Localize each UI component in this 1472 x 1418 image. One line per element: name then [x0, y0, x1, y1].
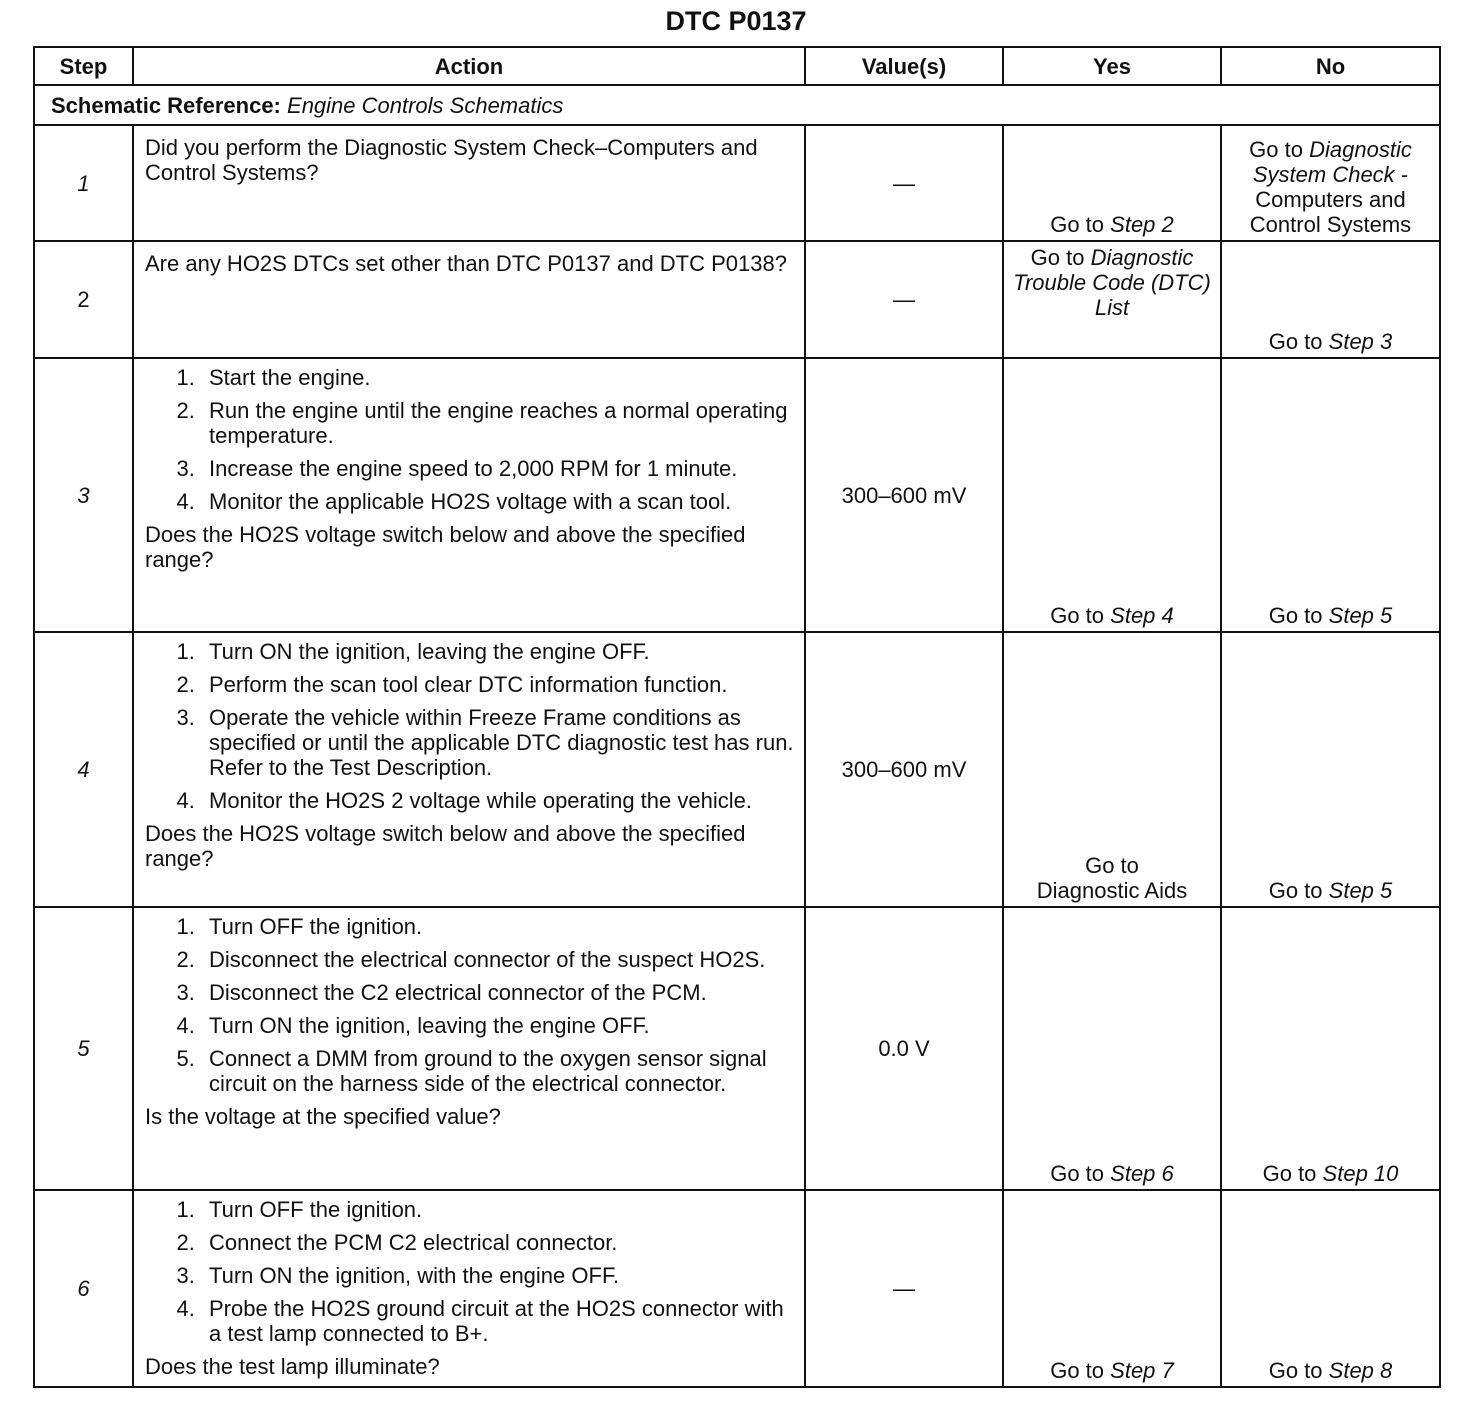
header-row	[34, 47, 1440, 85]
no-cell	[1221, 125, 1440, 241]
action-cell	[133, 358, 805, 632]
go-to-text: Go to	[1268, 1358, 1323, 1383]
go-to-text: Go to	[1030, 245, 1085, 270]
action-question: Did you perform the Diagnostic System Check–Computers and Control Systems?	[145, 135, 758, 185]
procedure-item: 1. Turn OFF the ignition.	[201, 1197, 794, 1222]
no-cell	[1221, 358, 1440, 632]
action-question: Does the HO2S voltage switch below and above the specified range?	[145, 522, 746, 572]
step-number: 1	[34, 125, 133, 241]
action-cell	[133, 125, 805, 241]
col-header-yes: Yes	[1003, 47, 1221, 85]
step-number: 3	[34, 358, 133, 632]
schematic-link[interactable]: Engine Controls Schematics	[287, 92, 564, 118]
value-cell: —	[805, 1190, 1003, 1387]
step-link[interactable]: Step 7	[1110, 1358, 1174, 1383]
procedure-item: 2. Perform the scan tool clear DTC information function.	[201, 672, 794, 697]
value-cell: —	[805, 125, 1003, 241]
yes-cell	[1003, 1190, 1221, 1387]
yes-cell	[1003, 907, 1221, 1190]
yes-cell	[1003, 241, 1221, 358]
procedure-item: 2. Connect the PCM C2 electrical connector.	[201, 1230, 794, 1255]
yes-cell	[1003, 125, 1221, 241]
procedure-item: 4. Turn ON the ignition, leaving the engine OFF.	[201, 1013, 794, 1038]
step-link[interactable]: Step 4	[1110, 603, 1174, 628]
procedure-list	[145, 914, 794, 1096]
go-to-text: Go to	[1050, 212, 1105, 237]
step-link[interactable]: Step 10	[1322, 1161, 1399, 1186]
go-to-text: Go to	[1050, 1358, 1105, 1383]
step-link[interactable]: Step 8	[1328, 1358, 1393, 1383]
table-row	[34, 125, 1440, 241]
no-cell	[1221, 907, 1440, 1190]
procedure-item: 1. Turn OFF the ignition.	[201, 914, 794, 939]
go-to-text: Go to	[1085, 853, 1139, 878]
schematic-reference	[34, 85, 1440, 125]
value-cell: 300–600 mV	[805, 358, 1003, 632]
no-cell	[1221, 632, 1440, 907]
procedure-item: 4. Monitor the HO2S 2 voltage while operating the vehicle.	[201, 788, 794, 813]
no-cell	[1221, 1190, 1440, 1387]
action-question: Does the test lamp illuminate?	[145, 1354, 440, 1379]
procedure-item: 5. Connect a DMM from ground to the oxygen sensor signal circuit on the harness side of the electrical connector.	[201, 1046, 794, 1096]
step-link[interactable]: Step 5	[1328, 878, 1393, 903]
value-cell: 300–600 mV	[805, 632, 1003, 907]
action-question: Does the HO2S voltage switch below and above the specified range?	[145, 821, 746, 871]
page-title: DTC P0137	[665, 6, 807, 36]
procedure-item: 1. Turn ON the ignition, leaving the engine OFF.	[201, 639, 794, 664]
go-to-text: Go to	[1050, 603, 1105, 628]
procedure-item: 2. Disconnect the electrical connector of the suspect HO2S.	[201, 947, 794, 972]
step-number: 6	[34, 1190, 133, 1387]
col-header-action: Action	[133, 47, 805, 85]
dtc-list-link[interactable]: Diagnostic Trouble Code (DTC) List	[1013, 245, 1211, 320]
yes-cell	[1003, 358, 1221, 632]
step-number: 5	[34, 907, 133, 1190]
go-to-text: Go to	[1249, 137, 1303, 162]
col-header-value: Value(s)	[805, 47, 1003, 85]
go-to-text: Go to	[1268, 878, 1323, 903]
go-to-text: Go to	[1050, 1161, 1105, 1186]
procedure-list	[145, 1197, 794, 1346]
col-header-no: No	[1221, 47, 1440, 85]
diagnostic-aids-link[interactable]: Diagnostic Aids	[1036, 878, 1188, 903]
go-to-text: Go to	[1268, 603, 1323, 628]
yes-cell	[1003, 632, 1221, 907]
action-cell	[133, 907, 805, 1190]
step-number: 4	[34, 632, 133, 907]
table-row	[34, 907, 1440, 1190]
procedure-item: 4. Monitor the applicable HO2S voltage with a scan tool.	[201, 489, 794, 514]
procedure-item: 1. Start the engine.	[201, 365, 794, 390]
table-row	[34, 241, 1440, 358]
go-to-text: Go to	[1268, 329, 1323, 354]
value-cell: —	[805, 241, 1003, 358]
step-number: 2	[34, 241, 133, 358]
action-cell	[133, 632, 805, 907]
action-cell	[133, 241, 805, 358]
diagnostic-table	[33, 46, 1441, 1388]
action-question: Is the voltage at the specified value?	[145, 1104, 501, 1129]
procedure-item: 4. Probe the HO2S ground circuit at the HO2S connector with a test lamp connected to B+.	[201, 1296, 794, 1346]
col-header-step: Step	[34, 47, 133, 85]
procedure-item: 3. Increase the engine speed to 2,000 RPM for 1 minute.	[201, 456, 794, 481]
no-cell	[1221, 241, 1440, 358]
link-suffix: - Computers and Control Systems	[1249, 162, 1412, 237]
procedure-item: 3. Disconnect the C2 electrical connector of the PCM.	[201, 980, 794, 1005]
schematic-row	[34, 85, 1440, 125]
value-cell: 0.0 V	[805, 907, 1003, 1190]
diagnostic-system-check-link[interactable]: Diagnostic System Check	[1252, 137, 1412, 187]
table-row	[34, 358, 1440, 632]
step-link[interactable]: Step 5	[1328, 603, 1393, 628]
step-link[interactable]: Step 3	[1328, 329, 1393, 354]
table-row	[34, 1190, 1440, 1387]
procedure-item: 3. Turn ON the ignition, with the engine OFF.	[201, 1263, 794, 1288]
action-question: Are any HO2S DTCs set other than DTC P0137 and DTC P0138?	[145, 251, 787, 276]
procedure-list	[145, 639, 794, 813]
step-link[interactable]: Step 6	[1110, 1161, 1174, 1186]
action-cell	[133, 1190, 805, 1387]
procedure-item: 3. Operate the vehicle within Freeze Frame conditions as specified or until the applicable DTC diagnostic test has run. Refer to the Test Description.	[201, 705, 794, 780]
table-row	[34, 632, 1440, 907]
procedure-list	[145, 365, 794, 514]
schematic-label: Schematic Reference:	[51, 92, 281, 118]
go-to-text: Go to	[1262, 1161, 1317, 1186]
procedure-item: 2. Run the engine until the engine reaches a normal operating temperature.	[201, 398, 794, 448]
step-link[interactable]: Step 2	[1110, 212, 1174, 237]
